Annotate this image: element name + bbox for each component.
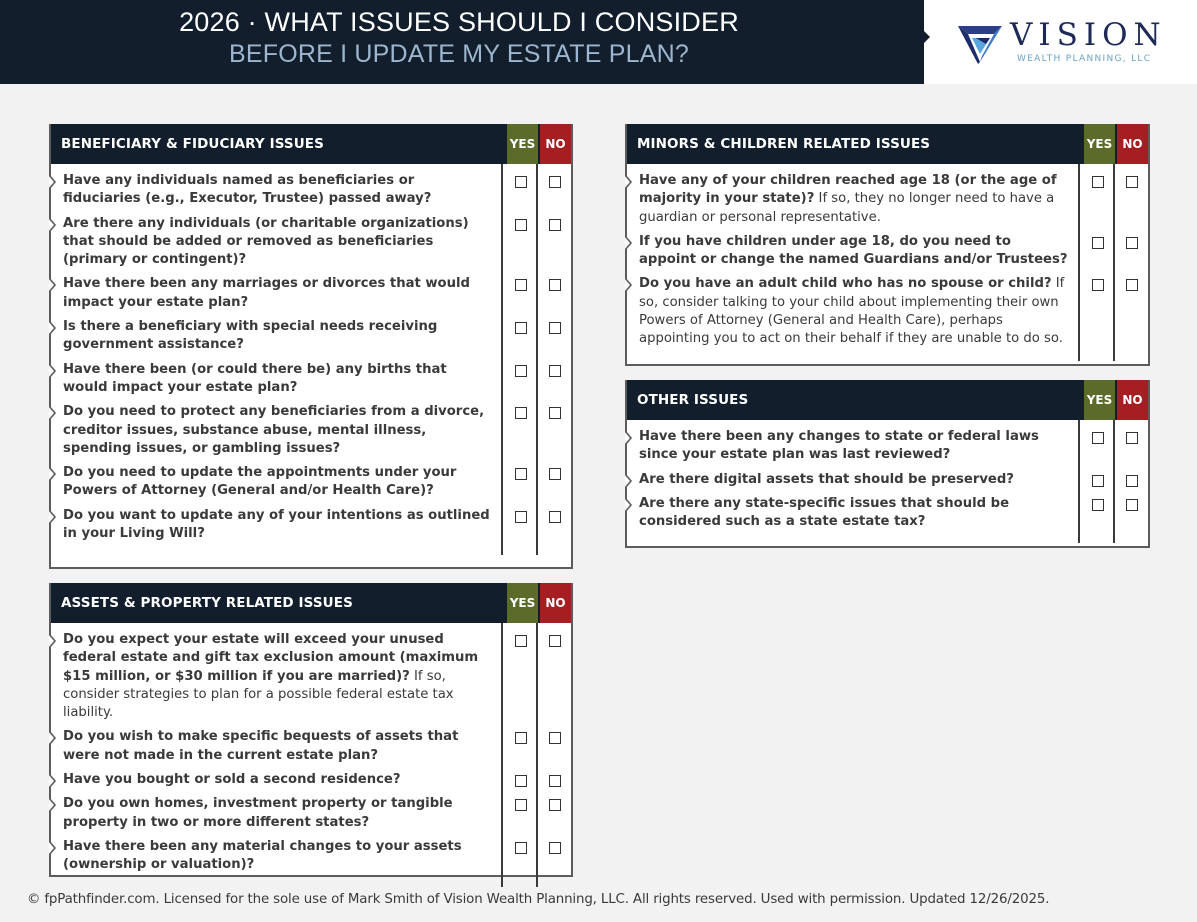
panel-body [51,623,571,887]
yes-cell [503,795,538,832]
yes-checkbox[interactable] [515,842,527,854]
checklist-item [51,172,571,209]
question-text [51,215,503,270]
copyright-footer: © fpPathfinder.com. Licensed for the sole use of Mark Smith of Vision Wealth Planning, LLC. All rights reserved. Used with permission. Updated 12/26/2025. [27,892,1050,907]
no-checkbox[interactable] [549,511,561,523]
checklist-item [627,233,1148,270]
minors-children-panel [625,124,1150,366]
checklist-item [627,172,1148,227]
no-checkbox[interactable] [549,322,561,334]
yes-cell [503,215,538,270]
yes-cell [1080,428,1115,465]
checklist-item [51,464,571,501]
no-cell [1115,233,1148,270]
no-checkbox[interactable] [549,799,561,811]
no-cell [538,403,571,458]
yes-checkbox[interactable] [515,511,527,523]
question-text [51,728,503,765]
checklist-item [51,795,571,832]
page-title [0,6,918,69]
question-text [51,795,503,832]
question-bold: Is there a beneficiary with special needs receiving government assistance? [63,319,438,353]
no-column-header: NO [538,583,571,623]
no-checkbox[interactable] [549,468,561,480]
question-text [627,233,1080,270]
yes-cell [503,838,538,875]
no-checkbox[interactable] [549,365,561,377]
question-bold: Do you need to protect any beneficiaries from a divorce, creditor issues, substance abuse, mental illness, spending issues, or gambling issues? [63,404,485,456]
no-cell [538,464,571,501]
no-cell [538,318,571,355]
no-checkbox[interactable] [549,842,561,854]
no-checkbox[interactable] [549,775,561,787]
no-cell [538,771,571,789]
panel-title: BENEFICIARY & FIDUCIARY ISSUES [51,124,505,164]
no-column-header: NO [1115,124,1148,164]
chevron-right-icon [49,634,57,648]
yes-cell [503,403,538,458]
no-cell [1115,428,1148,465]
yes-checkbox[interactable] [515,322,527,334]
checklist-item [51,275,571,312]
no-checkbox[interactable] [549,176,561,188]
question-text [627,172,1080,227]
no-cell [538,361,571,398]
yes-cell [1080,495,1115,532]
panel-title: MINORS & CHILDREN RELATED ISSUES [627,124,1082,164]
chevron-right-icon [49,175,57,189]
yes-cell [1080,233,1115,270]
question-text [51,172,503,209]
no-checkbox[interactable] [1126,176,1138,188]
no-cell [1115,172,1148,227]
header-notch [924,31,930,43]
yes-checkbox[interactable] [515,775,527,787]
question-text [51,318,503,355]
question-note: If so, consider talking to your child about implementing their own Powers of Attorney (General and Health Care), perhaps appointing you to act on their behalf if they are unable to do so. [639,276,1065,347]
chevron-right-icon [625,431,633,445]
yes-cell [1080,471,1115,489]
no-checkbox[interactable] [1126,499,1138,511]
checklist-item [51,361,571,398]
question-note: If so, they no longer need to have a guardian or personal representative. [639,191,1055,225]
chevron-right-icon [625,175,633,189]
no-column-header: NO [1115,380,1148,420]
chevron-right-icon [625,474,633,488]
beneficiary-fiduciary-panel [49,124,573,569]
yes-checkbox[interactable] [1092,432,1104,444]
no-cell [538,728,571,765]
question-bold: Do you wish to make specific bequests of assets that were not made in the current estate plan? [63,729,459,763]
panel-header [51,583,571,623]
question-bold: Do you own homes, investment property or tangible property in two or more different states? [63,796,453,830]
logo-subtitle: WEALTH PLANNING, LLC [1017,54,1152,64]
yes-checkbox[interactable] [515,176,527,188]
no-checkbox[interactable] [549,407,561,419]
question-bold: Are there any state-specific issues that should be considered such as a state estate tax? [639,495,1010,530]
yes-checkbox[interactable] [1092,237,1104,249]
question-text [51,403,503,458]
panel-title: OTHER ISSUES [627,380,1082,420]
yes-column-header: YES [505,583,538,623]
page-title-line2: BEFORE I UPDATE MY ESTATE PLAN? [228,40,689,68]
chevron-right-icon [625,278,633,292]
checklist-item [51,728,571,765]
page-title-line1: 2026 · WHAT ISSUES SHOULD I CONSIDER [179,7,739,37]
question-text [51,507,503,544]
no-cell [538,795,571,832]
no-checkbox[interactable] [1126,475,1138,487]
yes-column-header: YES [1082,124,1115,164]
question-bold: Have there been any material changes to your assets (ownership or valuation)? [63,838,462,873]
triangle-v-logo-icon [958,24,1002,64]
yes-checkbox[interactable] [515,799,527,811]
yes-checkbox[interactable] [515,279,527,291]
question-text [51,838,503,875]
panel-body [51,164,571,555]
no-checkbox[interactable] [549,219,561,231]
question-note: If so, consider strategies to plan for a possible federal estate tax liability. [63,668,454,721]
question-bold: Have there been (or could there be) any births that would impact your estate plan? [63,361,447,395]
checklist-item [627,275,1148,348]
question-bold: Have there been any marriages or divorces that would impact your estate plan? [63,276,470,310]
question-bold: Do you want to update any of your intentions as outlined in your Living Will? [63,507,490,542]
chevron-right-icon [49,467,57,481]
yes-cell [503,631,538,722]
chevron-right-icon [49,774,57,788]
no-cell [538,172,571,209]
question-bold: Are there any individuals (or charitable organizations) that should be added or removed as beneficiaries (primary or contingent)? [63,215,469,268]
question-text [51,275,503,312]
no-cell [538,215,571,270]
yes-cell [503,172,538,209]
checklist-item [51,215,571,270]
logo [924,0,1197,84]
chevron-right-icon [49,278,57,292]
question-text [627,495,1080,532]
no-cell [1115,471,1148,489]
chevron-right-icon [49,364,57,378]
yes-checkbox[interactable] [515,407,527,419]
question-text [51,464,503,501]
no-checkbox[interactable] [1126,237,1138,249]
chevron-right-icon [49,406,57,420]
checklist-item [51,631,571,722]
question-bold: Do you expect your estate will exceed your unused federal estate and gift tax exclusion amount (maximum $15 million, or $30 million if you are married)? [63,632,479,684]
question-text [627,275,1080,348]
yes-cell [503,771,538,789]
chevron-right-icon [625,236,633,250]
no-checkbox[interactable] [549,635,561,647]
chevron-right-icon [625,498,633,512]
no-cell [538,631,571,722]
yes-cell [503,728,538,765]
yes-column-header: YES [1082,380,1115,420]
question-bold: Do you have an adult child who has no spouse or child? [639,276,1052,292]
no-cell [1115,495,1148,532]
chevron-right-icon [49,731,57,745]
other-issues-panel [625,380,1150,548]
no-cell [538,507,571,544]
yes-checkbox[interactable] [515,468,527,480]
question-bold: Have any individuals named as beneficiaries or fiduciaries (e.g., Executor, Trustee) passed away? [63,173,432,207]
checklist-item [627,428,1148,465]
logo-name: VISION [1010,17,1167,53]
yes-column-header: YES [505,124,538,164]
no-cell [538,275,571,312]
checklist-item [51,403,571,458]
question-text [627,428,1080,465]
yes-cell [503,275,538,312]
no-checkbox[interactable] [1126,432,1138,444]
checklist-item [51,318,571,355]
panel-body [627,164,1148,361]
yes-cell [503,507,538,544]
question-bold: Do you need to update the appointments under your Powers of Attorney (General and/or Health Care)? [63,465,457,499]
question-text [51,631,503,722]
checklist-item [627,495,1148,532]
assets-property-panel [49,583,573,877]
chevron-right-icon [49,218,57,232]
chevron-right-icon [49,510,57,524]
yes-cell [503,464,538,501]
no-checkbox[interactable] [549,732,561,744]
yes-checkbox[interactable] [1092,176,1104,188]
question-text [627,471,1080,489]
chevron-right-icon [49,321,57,335]
panel-header [51,124,571,164]
checklist-item [51,838,571,875]
yes-checkbox[interactable] [515,732,527,744]
panel-body [627,420,1148,543]
panel-header [627,380,1148,420]
question-bold: Have you bought or sold a second residence? [63,772,401,788]
yes-checkbox[interactable] [515,219,527,231]
no-checkbox[interactable] [1126,279,1138,291]
panel-title: ASSETS & PROPERTY RELATED ISSUES [51,583,505,623]
checklist-item [51,771,571,789]
question-bold: Have any of your children reached age 18 (or the age of majority in your state)? [639,173,1057,207]
question-bold: If you have children under age 18, do you need to appoint or change the named Guardians and/or Trustees? [639,233,1068,268]
yes-cell [1080,172,1115,227]
yes-checkbox[interactable] [515,365,527,377]
question-bold: Are there digital assets that should be preserved? [639,471,1014,487]
yes-checkbox[interactable] [515,635,527,647]
no-cell [1115,275,1148,348]
chevron-right-icon [49,798,57,812]
no-checkbox[interactable] [549,279,561,291]
no-column-header: NO [538,124,571,164]
yes-cell [1080,275,1115,348]
yes-cell [503,318,538,355]
yes-checkbox[interactable] [1092,279,1104,291]
yes-cell [503,361,538,398]
yes-checkbox[interactable] [1092,499,1104,511]
question-bold: Have there been any changes to state or federal laws since your estate plan was last reviewed? [639,429,1039,463]
yes-checkbox[interactable] [1092,475,1104,487]
chevron-right-icon [49,841,57,855]
no-cell [538,838,571,875]
question-text [51,361,503,398]
panel-header [627,124,1148,164]
checklist-item [51,507,571,544]
checklist-item [627,471,1148,489]
question-text [51,771,503,789]
